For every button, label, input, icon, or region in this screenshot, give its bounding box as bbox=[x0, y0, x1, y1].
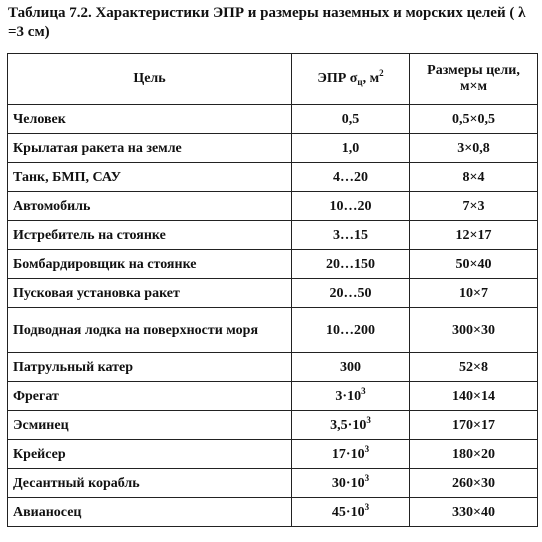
table-row bbox=[8, 498, 538, 527]
table-row bbox=[8, 134, 538, 163]
cell-size: 3×0,8 bbox=[410, 134, 538, 163]
table-row bbox=[8, 221, 538, 250]
table-row bbox=[8, 440, 538, 469]
cell-rcs bbox=[292, 382, 410, 411]
cell-rcs bbox=[292, 353, 410, 382]
table-row bbox=[8, 469, 538, 498]
rcs-value: 10…20 bbox=[329, 198, 372, 214]
header-size bbox=[410, 54, 538, 105]
cell-target: Патрульный катер bbox=[8, 353, 292, 382]
caption-label: Таблица 7.2. bbox=[8, 5, 92, 21]
header-size-line2: м×м bbox=[459, 79, 488, 94]
table-row bbox=[8, 105, 538, 134]
header-target: Цель bbox=[8, 54, 292, 105]
rcs-value: 20…150 bbox=[326, 256, 375, 272]
cell-size: 7×3 bbox=[410, 192, 538, 221]
cell-target: Подводная лодка на поверхности моря bbox=[8, 308, 292, 353]
cell-rcs bbox=[292, 440, 410, 469]
cell-target: Танк, БМП, САУ bbox=[8, 163, 292, 192]
table-row bbox=[8, 353, 538, 382]
cell-rcs bbox=[292, 163, 410, 192]
cell-target: Крейсер bbox=[8, 440, 292, 469]
cell-rcs bbox=[292, 308, 410, 353]
cell-rcs bbox=[292, 250, 410, 279]
cell-rcs bbox=[292, 221, 410, 250]
table-row bbox=[8, 308, 538, 353]
table-header-row bbox=[8, 54, 538, 105]
cell-rcs bbox=[292, 411, 410, 440]
cell-size: 180×20 bbox=[410, 440, 538, 469]
rcs-value: 0,5 bbox=[341, 111, 360, 127]
cell-size: 140×14 bbox=[410, 382, 538, 411]
cell-target: Крылатая ракета на земле bbox=[8, 134, 292, 163]
cell-size: 330×40 bbox=[410, 498, 538, 527]
rcs-value: 300 bbox=[340, 359, 361, 375]
rcs-value: 17·10 bbox=[331, 446, 365, 462]
cell-target: Авианосец bbox=[8, 498, 292, 527]
rcs-value: 20…50 bbox=[329, 285, 372, 301]
header-rcs bbox=[292, 54, 410, 105]
cell-size: 260×30 bbox=[410, 469, 538, 498]
cell-target: Десантный корабль bbox=[8, 469, 292, 498]
cell-rcs bbox=[292, 134, 410, 163]
rcs-exponent: 3 bbox=[364, 472, 370, 483]
table-row bbox=[8, 279, 538, 308]
cell-target: Бомбардировщик на стоянке bbox=[8, 250, 292, 279]
cell-size: 10×7 bbox=[410, 279, 538, 308]
table-row bbox=[8, 250, 538, 279]
header-rcs-main: ЭПР σ bbox=[317, 71, 358, 86]
table-row bbox=[8, 192, 538, 221]
header-rcs-unit: , м bbox=[362, 71, 380, 86]
cell-target: Автомобиль bbox=[8, 192, 292, 221]
rcs-exponent: 3 bbox=[366, 414, 371, 425]
cell-size: 12×17 bbox=[410, 221, 538, 250]
cell-size: 8×4 bbox=[410, 163, 538, 192]
rcs-value: 1,0 bbox=[341, 140, 360, 156]
rcs-value: 30·10 bbox=[331, 475, 365, 491]
cell-target: Фрегат bbox=[8, 382, 292, 411]
table-row bbox=[8, 382, 538, 411]
cell-rcs bbox=[292, 469, 410, 498]
cell-size: 0,5×0,5 bbox=[410, 105, 538, 134]
cell-target: Эсминец bbox=[8, 411, 292, 440]
header-rcs-sub: ц bbox=[357, 77, 363, 87]
cell-rcs bbox=[292, 105, 410, 134]
rcs-value: 3,5·10 bbox=[330, 417, 367, 433]
caption-text: Характеристики ЭПР и размеры наземных и морских целей ( λ =3 см) bbox=[8, 5, 526, 40]
cell-size: 300×30 bbox=[410, 308, 538, 353]
header-size-line1: Размеры цели, bbox=[427, 63, 520, 78]
rcs-value: 3·10 bbox=[335, 388, 362, 404]
rcs-exponent: 3 bbox=[364, 501, 370, 512]
cell-size: 52×8 bbox=[410, 353, 538, 382]
table-row bbox=[8, 411, 538, 440]
header-rcs-unit-exp: 2 bbox=[379, 68, 384, 78]
cell-rcs bbox=[292, 498, 410, 527]
cell-target: Человек bbox=[8, 105, 292, 134]
cell-rcs bbox=[292, 279, 410, 308]
cell-target: Истребитель на стоянке bbox=[8, 221, 292, 250]
rcs-value: 3…15 bbox=[333, 227, 368, 243]
table-caption bbox=[8, 4, 536, 42]
rcs-table bbox=[7, 53, 538, 527]
rcs-exponent: 3 bbox=[364, 443, 370, 454]
rcs-value: 4…20 bbox=[333, 169, 368, 185]
rcs-exponent: 3 bbox=[361, 385, 366, 396]
cell-target: Пусковая установка ракет bbox=[8, 279, 292, 308]
cell-rcs bbox=[292, 192, 410, 221]
cell-size: 170×17 bbox=[410, 411, 538, 440]
rcs-value: 10…200 bbox=[326, 322, 375, 338]
rcs-value: 45·10 bbox=[331, 504, 365, 520]
table-row bbox=[8, 163, 538, 192]
cell-size: 50×40 bbox=[410, 250, 538, 279]
